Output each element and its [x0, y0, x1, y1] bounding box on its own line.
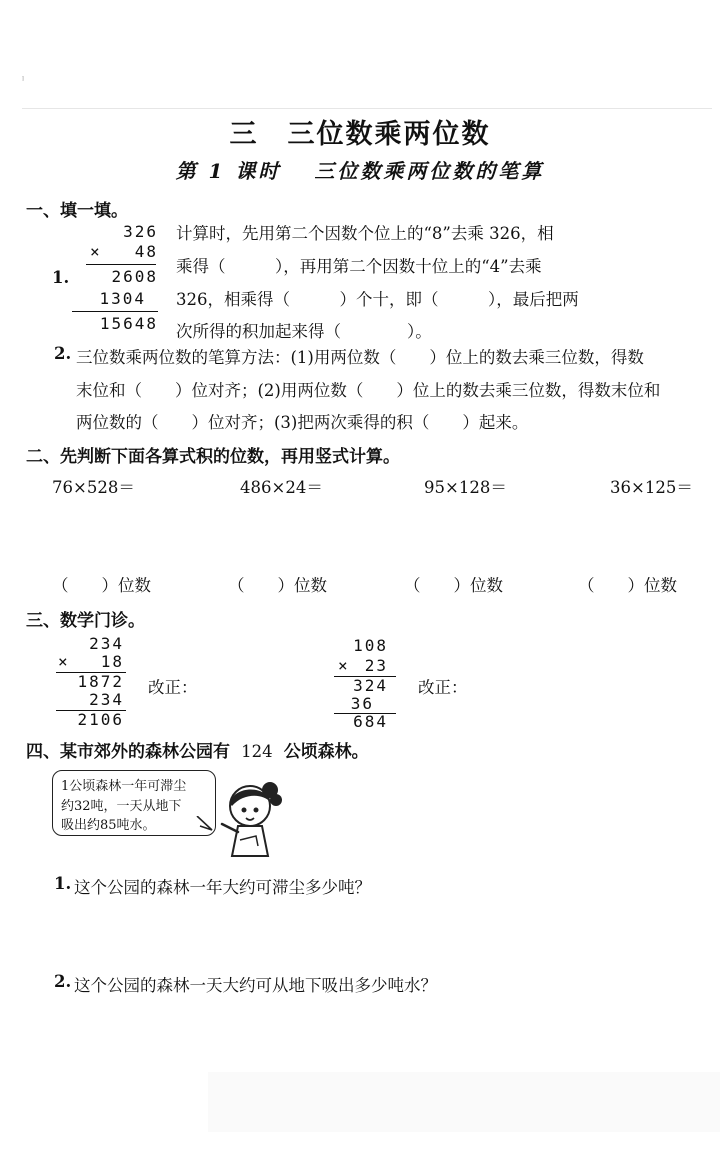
calc-rule [86, 264, 156, 265]
section4-heading-post: 公顷森林。 [283, 742, 369, 762]
s4-q1-number: 1. [54, 874, 72, 893]
partial-product-2: 234 [89, 690, 124, 709]
partial-product-1: 2608 [111, 267, 158, 286]
calc-multiplier: 48 [134, 242, 158, 261]
q1-line-1: 计算时，先用第二个因数个位上的“8”去乘 326，相 [176, 224, 554, 243]
expr-3: 95×128＝ [424, 478, 507, 497]
section2-heading: 二、先判断下面各算式积的位数，再用竖式计算。 [26, 447, 400, 467]
q1-line-2: 乘得（ ），再用第二个因数十位上的“4”去乘 [176, 257, 542, 276]
q1-number: 1. [52, 268, 70, 287]
scan-shadow [208, 1072, 720, 1132]
q1-line-4: 次所得的积加起来得（ ）。 [176, 322, 432, 341]
digits-blank-1: （ ）位数 [52, 576, 151, 595]
bubble-line-1: 1公顷森林一年可滞尘 [61, 779, 187, 794]
calc-multiplicand: 108 [353, 636, 388, 655]
fix-label-1: 改正： [148, 678, 198, 697]
fix-label-2: 改正： [418, 678, 468, 697]
s4-q2-text: 这个公园的森林一天大约可从地下吸出多少吨水？ [74, 976, 437, 995]
digits-blank-4: （ ）位数 [578, 576, 677, 595]
partial-product-1: 324 [353, 676, 388, 695]
calc-result: 684 [353, 712, 388, 731]
calc-multiplier: 18 [100, 652, 124, 671]
bubble-line-3: 吸出约85吨水。 [61, 818, 156, 833]
expr-4: 36×125＝ [610, 478, 693, 497]
partial-product-2: 36 [350, 694, 374, 713]
calc-rule [72, 311, 158, 312]
digits-blank-2: （ ）位数 [228, 576, 327, 595]
expr-2: 486×24＝ [240, 478, 323, 497]
edge-mark: ˡ [22, 76, 25, 87]
q2-number: 2. [54, 344, 72, 363]
q2-line-2: 末位和（ ）位对齐；(2)用两位数（ ）位上的数去乘三位数，得数末位和 [76, 381, 661, 400]
section4-heading-pre: 四、某市郊外的森林公园有 [26, 742, 230, 762]
times-sign: × [90, 242, 102, 261]
section4-heading-num: 124 [241, 742, 273, 761]
partial-product-1: 1872 [77, 672, 124, 691]
digits-blank-3: （ ）位数 [404, 576, 503, 595]
times-sign: × [58, 652, 70, 671]
q2-line-1: 三位数乘两位数的笔算方法：(1)用两位数（ ）位上的数去乘三位数，得数 [76, 348, 644, 367]
top-rule [22, 108, 712, 109]
section4-heading [26, 737, 369, 762]
q1-line-3: 326，相乘得（ ）个十，即（ ），最后把两 [176, 290, 579, 309]
bubble-line-2: 约32吨，一天从地下 [61, 799, 182, 814]
calc-multiplicand: 234 [89, 634, 124, 653]
times-sign: × [338, 656, 350, 675]
calc-result: 15648 [99, 314, 158, 333]
calc-multiplicand: 326 [123, 222, 158, 241]
partial-product-2: 1304 [99, 289, 146, 308]
page-title: 三 三位数乘两位数 [229, 119, 491, 150]
s4-q2-number: 2. [54, 972, 72, 991]
speech-bubble [52, 770, 216, 836]
section1-heading: 一、填一填。 [26, 201, 128, 221]
q2-line-3: 两位数的（ ）位对齐；(3)把两次乘得的积（ ）起来。 [76, 413, 529, 432]
lesson-subtitle: 第 1 课时 三位数乘两位数的笔算 [175, 159, 545, 183]
section3-heading: 三、数学门诊。 [26, 611, 145, 631]
calc-result: 2106 [77, 710, 124, 729]
girl-cartoon-icon [210, 776, 282, 862]
calc-multiplier: 23 [364, 656, 388, 675]
expr-1: 76×528＝ [52, 478, 135, 497]
s4-q1-text: 这个公园的森林一年大约可滞尘多少吨？ [74, 878, 371, 897]
